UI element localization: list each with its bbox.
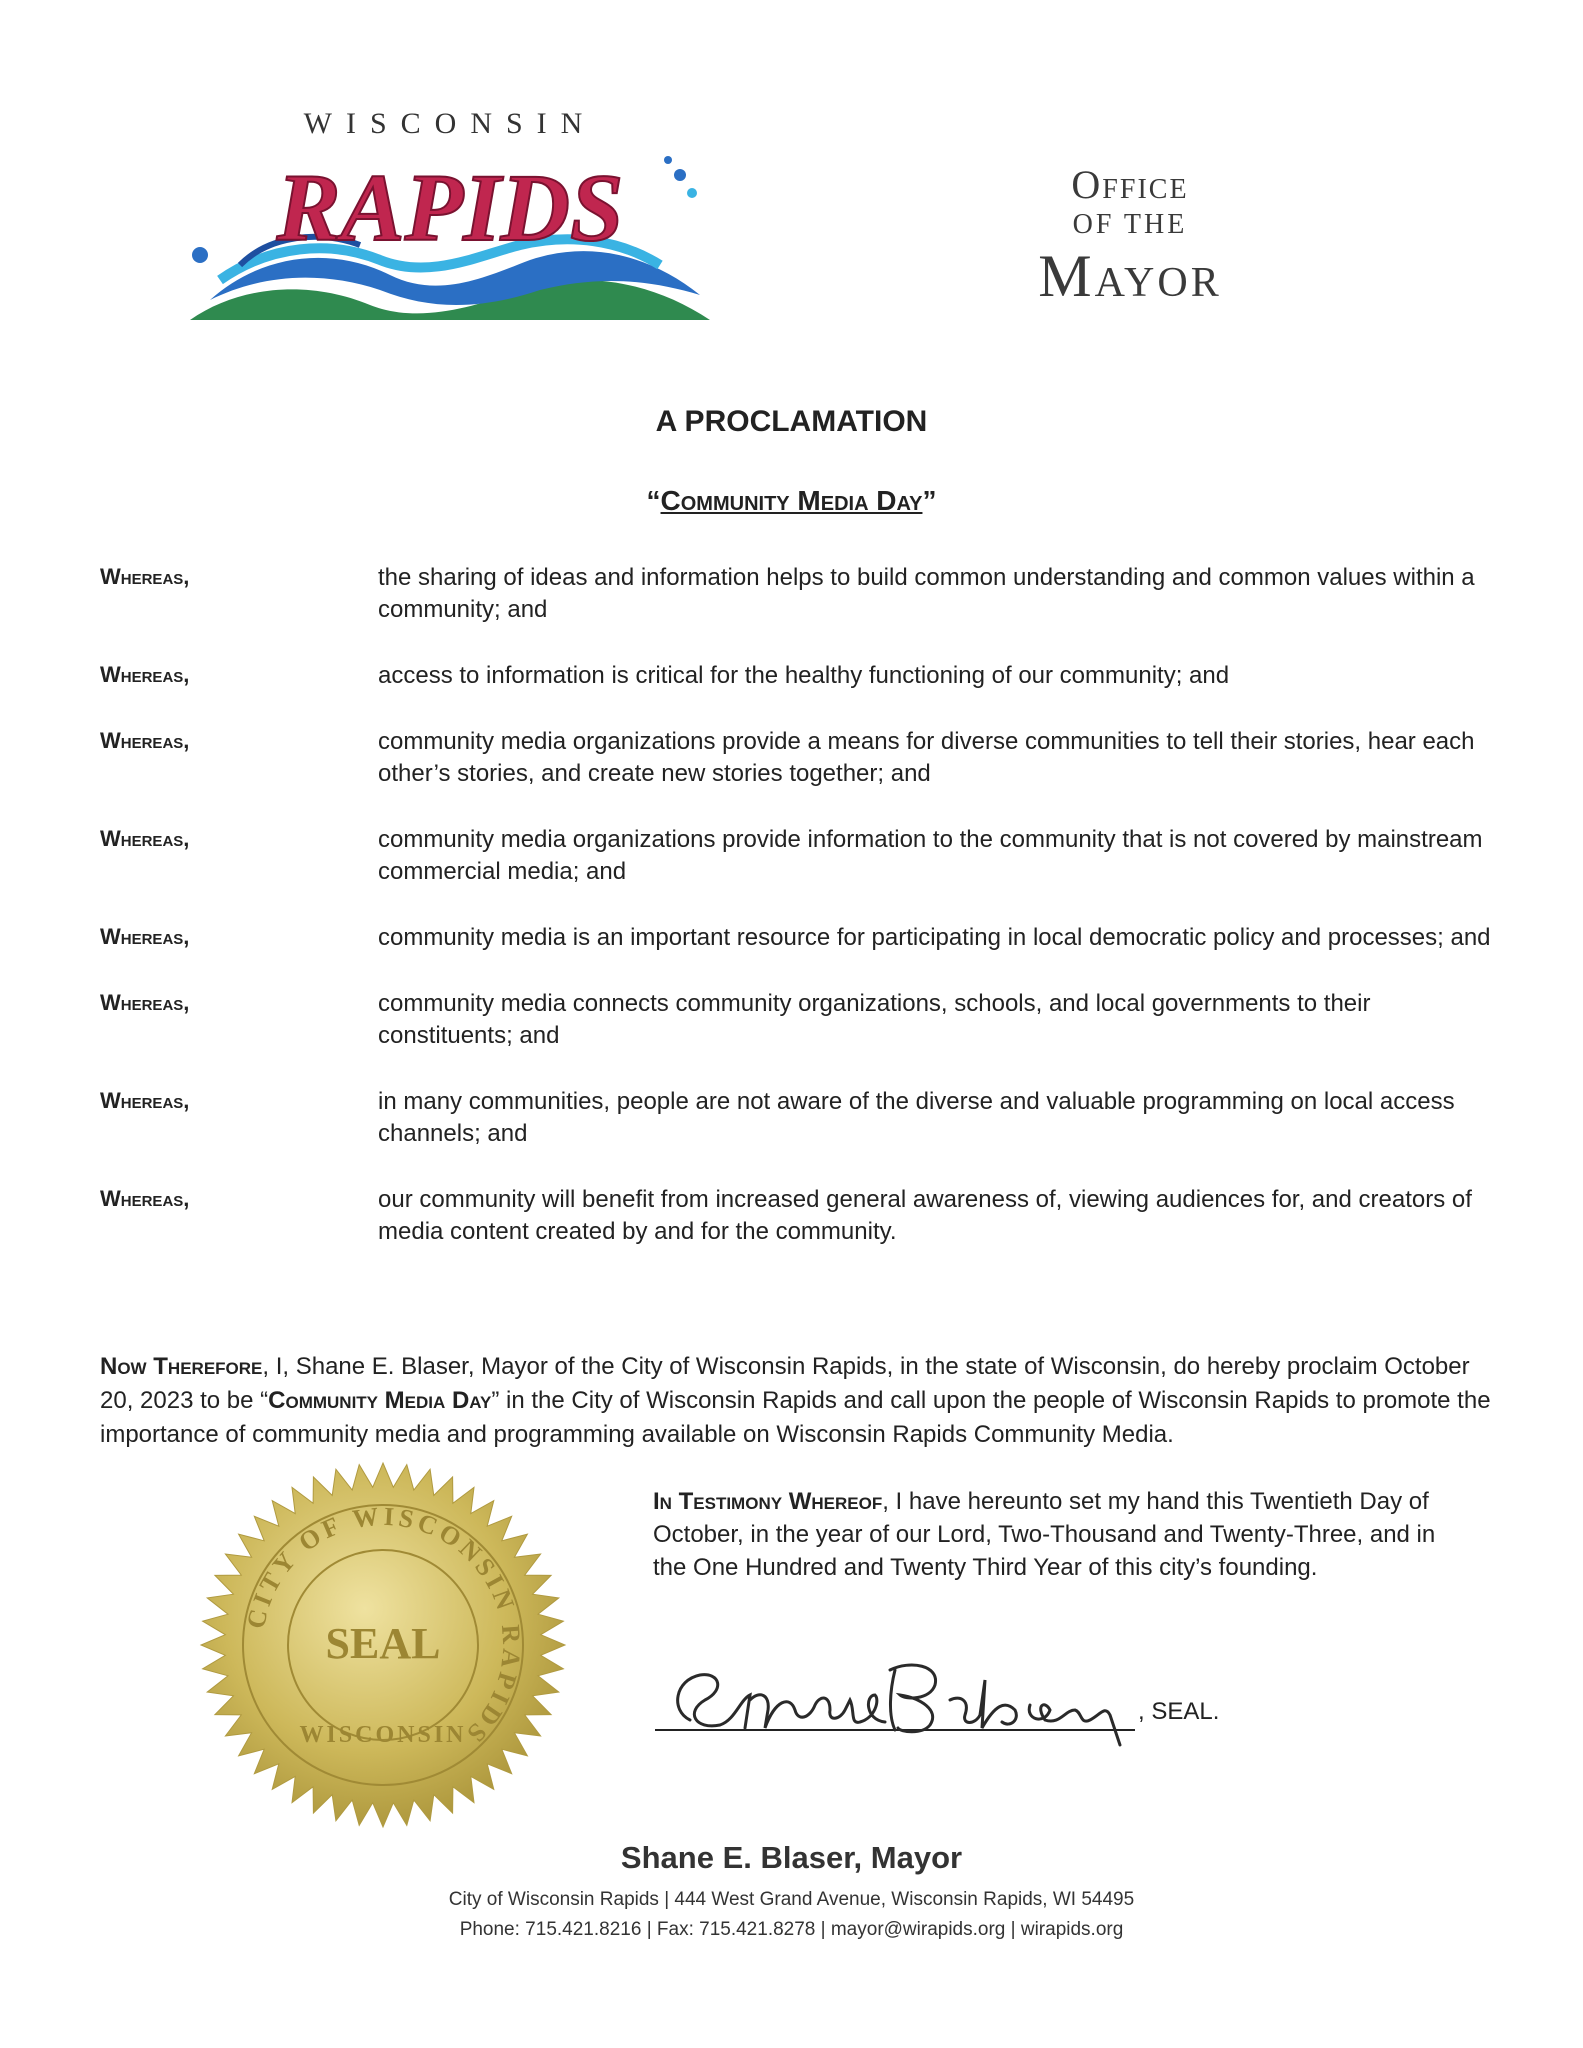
whereas-text: the sharing of ideas and information helps to build common understanding and common values within a community; and <box>378 564 1475 623</box>
whereas-label: Whereas, <box>100 924 190 949</box>
testimony-text: , I have hereunto set my hand this Twentieth Day of October, in the year of our Lord, Two-Thousand and Twenty-Three, and in the One Hundred and Twenty Third Year of this city’s founding. <box>653 1488 1436 1581</box>
seal-center-text: SEAL <box>325 1619 441 1668</box>
proclamation-text-a: , I, Shane E. Blaser, Mayor of the City of Wisconsin Rapids, in the state of Wisconsin, do hereby proclaim October 20, 2023 to be “ <box>100 1353 1470 1414</box>
whereas-label: Whereas, <box>100 564 190 589</box>
whereas-text: community media connects community organizations, schools, and local governments to their constituents; and <box>378 990 1371 1049</box>
mayor-signature <box>650 1640 1230 1750</box>
wisconsin-rapids-logo <box>180 105 740 335</box>
logo-city-text: RAPIDS <box>276 154 624 261</box>
footer-address: City of Wisconsin Rapids | 444 West Grand Avenue, Wisconsin Rapids, WI 54495 <box>448 1889 1135 1910</box>
page-title: A PROCLAMATION <box>655 405 928 438</box>
seal-ring-textpath: CITY OF WISCONSIN RAPIDS <box>240 1501 527 1751</box>
gold-city-seal <box>198 1460 568 1830</box>
office-line: Office <box>1071 162 1189 207</box>
testimony-paragraph <box>653 1485 1443 1584</box>
whereas-clause <box>100 660 1500 692</box>
mayor-line: Mayor <box>1038 243 1222 309</box>
whereas-label: Whereas, <box>100 990 190 1015</box>
proclamation-paragraph <box>100 1350 1500 1452</box>
whereas-text: our community will benefit from increased general awareness of, viewing audiences for, and creators of media content created by and for the community. <box>378 1186 1472 1245</box>
whereas-clause <box>100 562 1500 626</box>
whereas-label: Whereas, <box>100 1186 190 1211</box>
footer-mayor-name: Shane E. Blaser, Mayor <box>620 1840 963 1875</box>
community-media-day-label: Community Media Day <box>268 1387 492 1414</box>
of-the-line: OF THE <box>1072 209 1188 240</box>
whereas-clause <box>100 1086 1500 1150</box>
seal-bottom-text: WISCONSIN <box>299 1722 467 1748</box>
whereas-text: community media organizations provide a means for diverse communities to tell their stories, hear each other’s stories, and create new stories together; and <box>378 728 1475 787</box>
signature-seal-label: , SEAL. <box>1138 1698 1220 1725</box>
whereas-label: Whereas, <box>100 662 190 687</box>
whereas-text: community media organizations provide information to the community that is not covered by mainstream commercial media; and <box>378 826 1483 885</box>
subtitle-quote-open: “ <box>646 485 661 516</box>
whereas-text: community media is an important resource for participating in local democratic policy and processes; and <box>378 924 1491 951</box>
whereas-text: access to information is critical for the healthy functioning of our community; and <box>378 662 1230 689</box>
footer-contact: Phone: 715.421.8216 | Fax: 715.421.8278 | mayor@wirapids.org | wirapids.org <box>459 1919 1124 1940</box>
whereas-clause <box>100 1184 1500 1248</box>
subtitle-quote-close: ” <box>922 485 937 516</box>
now-therefore-label: Now Therefore <box>100 1353 263 1380</box>
logo-state-text: WISCONSIN <box>303 107 597 140</box>
office-of-the-mayor <box>1000 163 1260 309</box>
whereas-clause <box>100 922 1500 954</box>
whereas-clause <box>100 988 1500 1052</box>
testimony-label: In Testimony Whereof <box>653 1488 883 1515</box>
whereas-text: in many communities, people are not aware of the diverse and valuable programming on local access channels; and <box>378 1088 1455 1147</box>
whereas-label: Whereas, <box>100 826 190 851</box>
subtitle-text: Community Media Day <box>660 485 923 516</box>
whereas-clause <box>100 824 1500 888</box>
whereas-label: Whereas, <box>100 728 190 753</box>
whereas-label: Whereas, <box>100 1088 190 1113</box>
page-subtitle <box>0 485 1583 517</box>
whereas-clause <box>100 726 1500 790</box>
proclamation-text-b: ” in the City of Wisconsin Rapids and call upon the people of Wisconsin Rapids to promote the importance of community media and programming available on Wisconsin Rapids Community Media. <box>100 1387 1491 1448</box>
whereas-clauses <box>100 562 1500 1282</box>
